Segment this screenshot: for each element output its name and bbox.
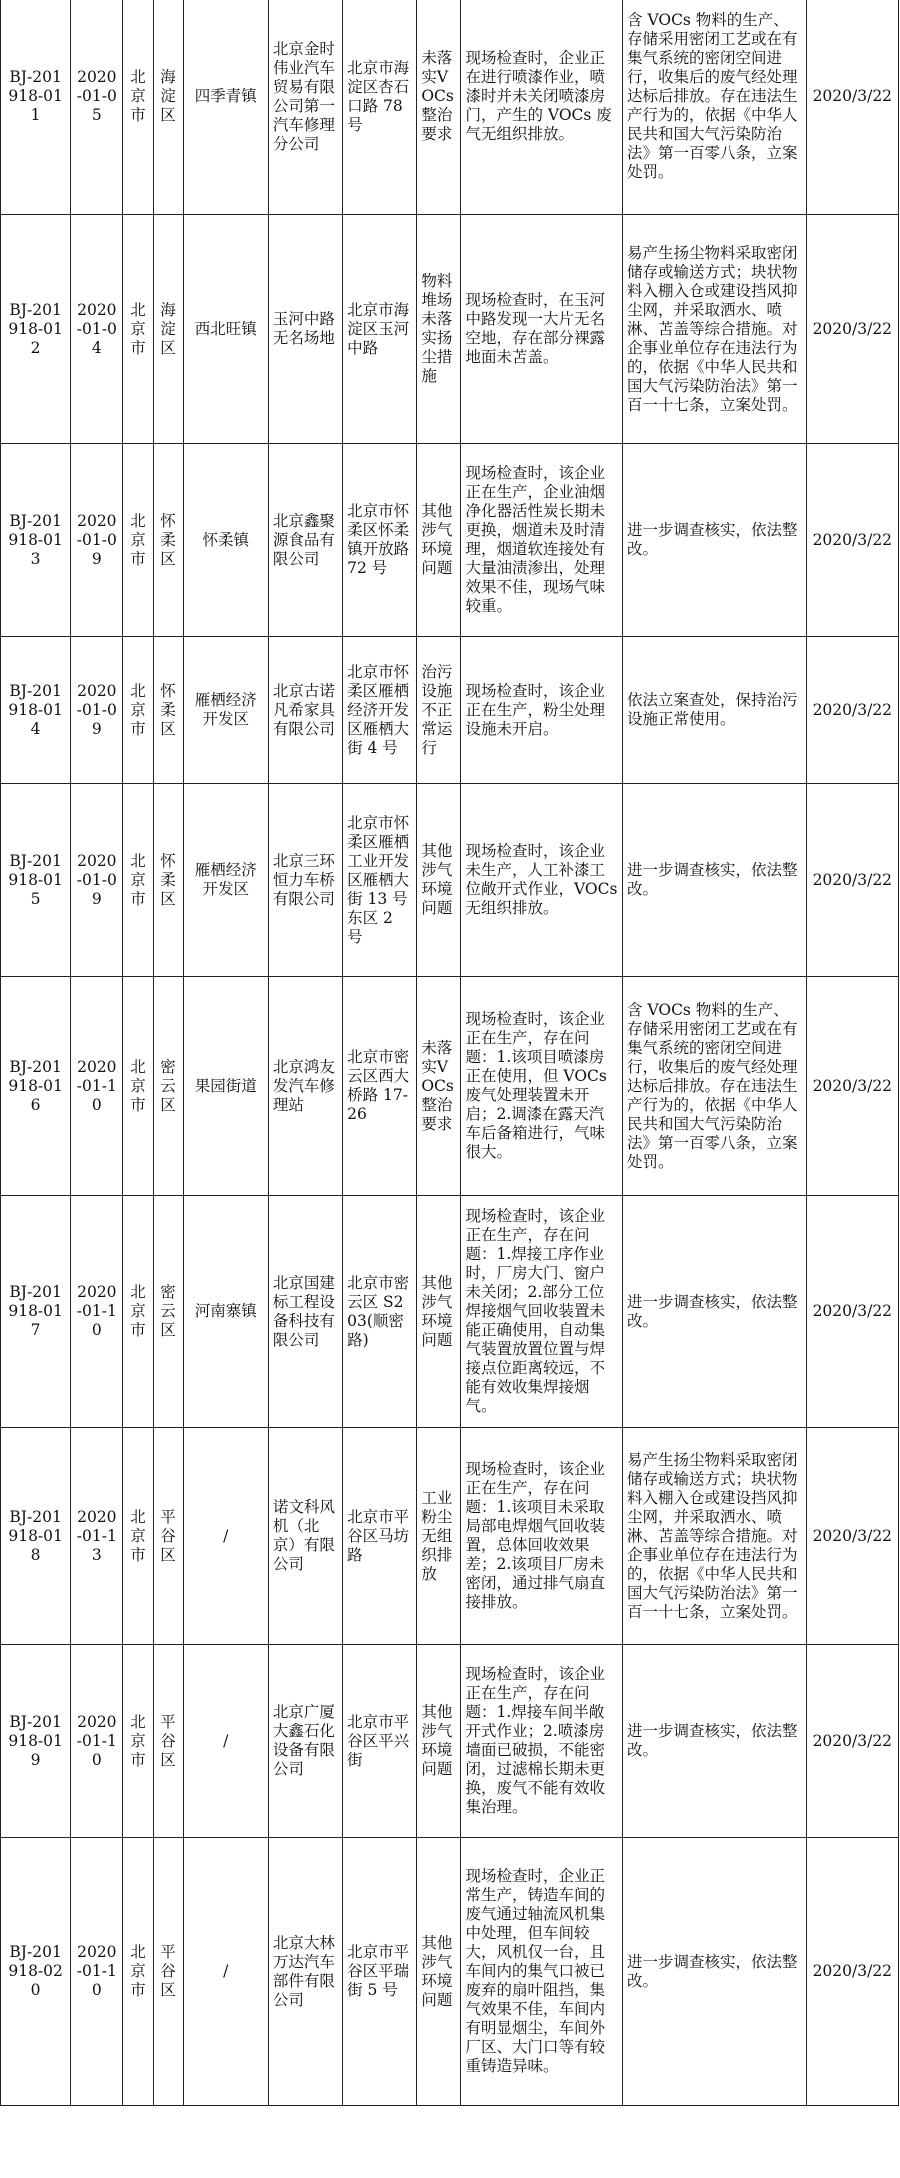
- table-row: [1, 0, 899, 215]
- action-cell: 依法立案查处，保持治污设施正常使用。: [623, 637, 807, 784]
- finding-cell: 现场检查时，该企业未生产，人工补漆工位敞开式作业，VOCs 无组织排放。: [461, 784, 623, 977]
- town-cell: 雁栖经济开发区: [183, 784, 268, 977]
- date-cell: 2020-01-09: [71, 637, 123, 784]
- deadline-cell: 2020/3/22: [806, 444, 898, 637]
- finding-cell: 现场检查时，在玉河中路发现一大片无名空地，存在部分裸露地面未苫盖。: [461, 215, 623, 444]
- action-cell: 进一步调查核实，依法整改。: [623, 1838, 807, 2106]
- action-cell: 进一步调查核实，依法整改。: [623, 1645, 807, 1838]
- city-cell: 北京市: [123, 1196, 153, 1428]
- table-row: [1, 637, 899, 784]
- finding-cell: 现场检查时，企业正在进行喷漆作业，喷漆时并未关闭喷漆房门，产生的 VOCs 废气无组织排放。: [461, 0, 623, 215]
- district-cell: 怀柔区: [153, 637, 183, 784]
- case-id-cell: BJ-201918-015: [1, 784, 71, 977]
- town-cell: 果园街道: [183, 977, 268, 1196]
- address-cell: 北京市怀柔区雁栖工业开发区雁栖大街 13 号东区 2 号: [343, 784, 417, 977]
- district-cell: 海淀区: [153, 0, 183, 215]
- case-id-cell: BJ-201918-017: [1, 1196, 71, 1428]
- finding-cell: 现场检查时，该企业正在生产，企业油烟净化器活性炭长期未更换，烟道未及时清理，烟道软连接处有大量油渍渗出，处理效果不佳，现场气味较重。: [461, 444, 623, 637]
- issue-type-cell: 其他涉气环境问题: [417, 1838, 461, 2106]
- city-cell: 北京市: [123, 1645, 153, 1838]
- town-cell: 怀柔镇: [183, 444, 268, 637]
- deadline-cell: 2020/3/22: [806, 977, 898, 1196]
- issue-type-cell: 其他涉气环境问题: [417, 784, 461, 977]
- address-cell: 北京市平谷区马坊路: [343, 1428, 417, 1645]
- table-row: [1, 1838, 899, 2106]
- date-cell: 2020-01-05: [71, 0, 123, 215]
- case-id-cell: BJ-201918-011: [1, 0, 71, 215]
- district-cell: 密云区: [153, 977, 183, 1196]
- deadline-cell: 2020/3/22: [806, 0, 898, 215]
- company-name-cell: 北京国建标工程设备科技有限公司: [268, 1196, 342, 1428]
- address-cell: 北京市平谷区平瑞街 5 号: [343, 1838, 417, 2106]
- issue-type-cell: 物料堆场未落实扬尘措施: [417, 215, 461, 444]
- deadline-cell: 2020/3/22: [806, 1838, 898, 2106]
- address-cell: 北京市怀柔区雁栖经济开发区雁栖大街 4 号: [343, 637, 417, 784]
- issue-type-cell: 治污设施不正常运行: [417, 637, 461, 784]
- address-cell: 北京市怀柔区怀柔镇开放路 72 号: [343, 444, 417, 637]
- date-cell: 2020-01-04: [71, 215, 123, 444]
- company-name-cell: 北京古诺凡希家具有限公司: [268, 637, 342, 784]
- date-cell: 2020-01-10: [71, 977, 123, 1196]
- town-cell: 西北旺镇: [183, 215, 268, 444]
- date-cell: 2020-01-10: [71, 1196, 123, 1428]
- finding-cell: 现场检查时，该企业正在生产，粉尘处理设施未开启。: [461, 637, 623, 784]
- district-cell: 海淀区: [153, 215, 183, 444]
- district-cell: 怀柔区: [153, 784, 183, 977]
- company-name-cell: 北京广厦大鑫石化设备有限公司: [268, 1645, 342, 1838]
- company-name-cell: 北京鸿友发汽车修理站: [268, 977, 342, 1196]
- address-cell: 北京市平谷区平兴街: [343, 1645, 417, 1838]
- company-name-cell: 北京大林万达汽车部件有限公司: [268, 1838, 342, 2106]
- finding-cell: 现场检查时，该企业正在生产，存在问题：1.该项目未采取局部电焊烟气回收装置，总体回收效果差；2.该项目厂房未密闭，通过排气扇直接排放。: [461, 1428, 623, 1645]
- deadline-cell: 2020/3/22: [806, 1645, 898, 1838]
- city-cell: 北京市: [123, 784, 153, 977]
- address-cell: 北京市密云区西大桥路 17-26: [343, 977, 417, 1196]
- address-cell: 北京市海淀区玉河中路: [343, 215, 417, 444]
- city-cell: 北京市: [123, 0, 153, 215]
- town-cell: /: [183, 1645, 268, 1838]
- company-name-cell: 诺文科风机（北京）有限公司: [268, 1428, 342, 1645]
- table-row: [1, 784, 899, 977]
- town-cell: 四季青镇: [183, 0, 268, 215]
- town-cell: 河南寨镇: [183, 1196, 268, 1428]
- case-id-cell: BJ-201918-020: [1, 1838, 71, 2106]
- finding-cell: 现场检查时，该企业正在生产，存在问题：1.该项目喷漆房正在使用，但 VOCs 废气处理装置未开启；2.调漆在露天汽车后备箱进行，气味很大。: [461, 977, 623, 1196]
- district-cell: 密云区: [153, 1196, 183, 1428]
- date-cell: 2020-01-09: [71, 444, 123, 637]
- district-cell: 平谷区: [153, 1838, 183, 2106]
- city-cell: 北京市: [123, 977, 153, 1196]
- district-cell: 怀柔区: [153, 444, 183, 637]
- date-cell: 2020-01-10: [71, 1838, 123, 2106]
- finding-cell: 现场检查时，该企业正在生产，存在问题：1.焊接车间半敞开式作业；2.喷漆房墙面已破损，不能密闭，过滤棉长期未更换，废气不能有效收集治理。: [461, 1645, 623, 1838]
- table-row: [1, 215, 899, 444]
- issue-type-cell: 其他涉气环境问题: [417, 444, 461, 637]
- table-row: [1, 1645, 899, 1838]
- company-name-cell: 北京鑫聚源食品有限公司: [268, 444, 342, 637]
- company-name-cell: 北京三环恒力车桥有限公司: [268, 784, 342, 977]
- action-cell: 进一步调查核实，依法整改。: [623, 1196, 807, 1428]
- address-cell: 北京市密云区 S203(顺密路): [343, 1196, 417, 1428]
- case-id-cell: BJ-201918-019: [1, 1645, 71, 1838]
- action-cell: 易产生扬尘物料采取密闭储存或输送方式；块状物料入棚入仓或建设挡风抑尘网，并采取洒水、喷淋、苫盖等综合措施。对企事业单位存在违法行为的，依据《中华人民共和国大气污染防治法》第一百一十七条，立案处罚。: [623, 215, 807, 444]
- date-cell: 2020-01-10: [71, 1645, 123, 1838]
- issue-type-cell: 未落实VOCs整治要求: [417, 0, 461, 215]
- town-cell: /: [183, 1428, 268, 1645]
- city-cell: 北京市: [123, 637, 153, 784]
- case-id-cell: BJ-201918-012: [1, 215, 71, 444]
- company-name-cell: 北京金时伟业汽车贸易有限公司第一汽车修理分公司: [268, 0, 342, 215]
- city-cell: 北京市: [123, 215, 153, 444]
- deadline-cell: 2020/3/22: [806, 1428, 898, 1645]
- town-cell: /: [183, 1838, 268, 2106]
- deadline-cell: 2020/3/22: [806, 784, 898, 977]
- table-row: [1, 1428, 899, 1645]
- issue-type-cell: 工业粉尘无组织排放: [417, 1428, 461, 1645]
- action-cell: 易产生扬尘物料采取密闭储存或输送方式；块状物料入棚入仓或建设挡风抑尘网，并采取洒水、喷淋、苫盖等综合措施。对企事业单位存在违法行为的，依据《中华人民共和国大气污染防治法》第一百一十七条，立案处罚。: [623, 1428, 807, 1645]
- case-id-cell: BJ-201918-016: [1, 977, 71, 1196]
- action-cell: 进一步调查核实，依法整改。: [623, 444, 807, 637]
- table-row: [1, 444, 899, 637]
- table-row: [1, 1196, 899, 1428]
- city-cell: 北京市: [123, 1428, 153, 1645]
- issue-type-cell: 未落实VOCs整治要求: [417, 977, 461, 1196]
- issue-type-cell: 其他涉气环境问题: [417, 1645, 461, 1838]
- action-cell: 含 VOCs 物料的生产、存储采用密闭工艺或在有集气系统的密闭空间进行，收集后的废气经处理达标后排放。存在违法生产行为的，依据《中华人民共和国大气污染防治法》第一百零八条，立案处罚。: [623, 0, 807, 215]
- deadline-cell: 2020/3/22: [806, 215, 898, 444]
- city-cell: 北京市: [123, 1838, 153, 2106]
- action-cell: 含 VOCs 物料的生产、存储采用密闭工艺或在有集气系统的密闭空间进行，收集后的废气经处理达标后排放。存在违法生产行为的，依据《中华人民共和国大气污染防治法》第一百零八条，立案处罚。: [623, 977, 807, 1196]
- district-cell: 平谷区: [153, 1428, 183, 1645]
- company-name-cell: 玉河中路无名场地: [268, 215, 342, 444]
- deadline-cell: 2020/3/22: [806, 637, 898, 784]
- issue-type-cell: 其他涉气环境问题: [417, 1196, 461, 1428]
- city-cell: 北京市: [123, 444, 153, 637]
- address-cell: 北京市海淀区杏石口路 78 号: [343, 0, 417, 215]
- action-cell: 进一步调查核实，依法整改。: [623, 784, 807, 977]
- finding-cell: 现场检查时，企业正常生产，铸造车间的废气通过轴流风机集中处理，但车间较大，风机仅一台，且车间内的集气口被已废弃的扇叶阻挡，集气效果不佳，车间内有明显烟尘，车间外厂区、大门口等有较重铸造异味。: [461, 1838, 623, 2106]
- table-row: [1, 977, 899, 1196]
- case-id-cell: BJ-201918-014: [1, 637, 71, 784]
- case-id-cell: BJ-201918-018: [1, 1428, 71, 1645]
- deadline-cell: 2020/3/22: [806, 1196, 898, 1428]
- date-cell: 2020-01-09: [71, 784, 123, 977]
- date-cell: 2020-01-13: [71, 1428, 123, 1645]
- case-id-cell: BJ-201918-013: [1, 444, 71, 637]
- finding-cell: 现场检查时，该企业正在生产，存在问题：1.焊接工序作业时，厂房大门、窗户未关闭；2.部分工位焊接烟气回收装置未能正确使用，自动集气装置放置位置与焊接点位距离较远，不能有效收集焊接烟气。: [461, 1196, 623, 1428]
- town-cell: 雁栖经济开发区: [183, 637, 268, 784]
- district-cell: 平谷区: [153, 1645, 183, 1838]
